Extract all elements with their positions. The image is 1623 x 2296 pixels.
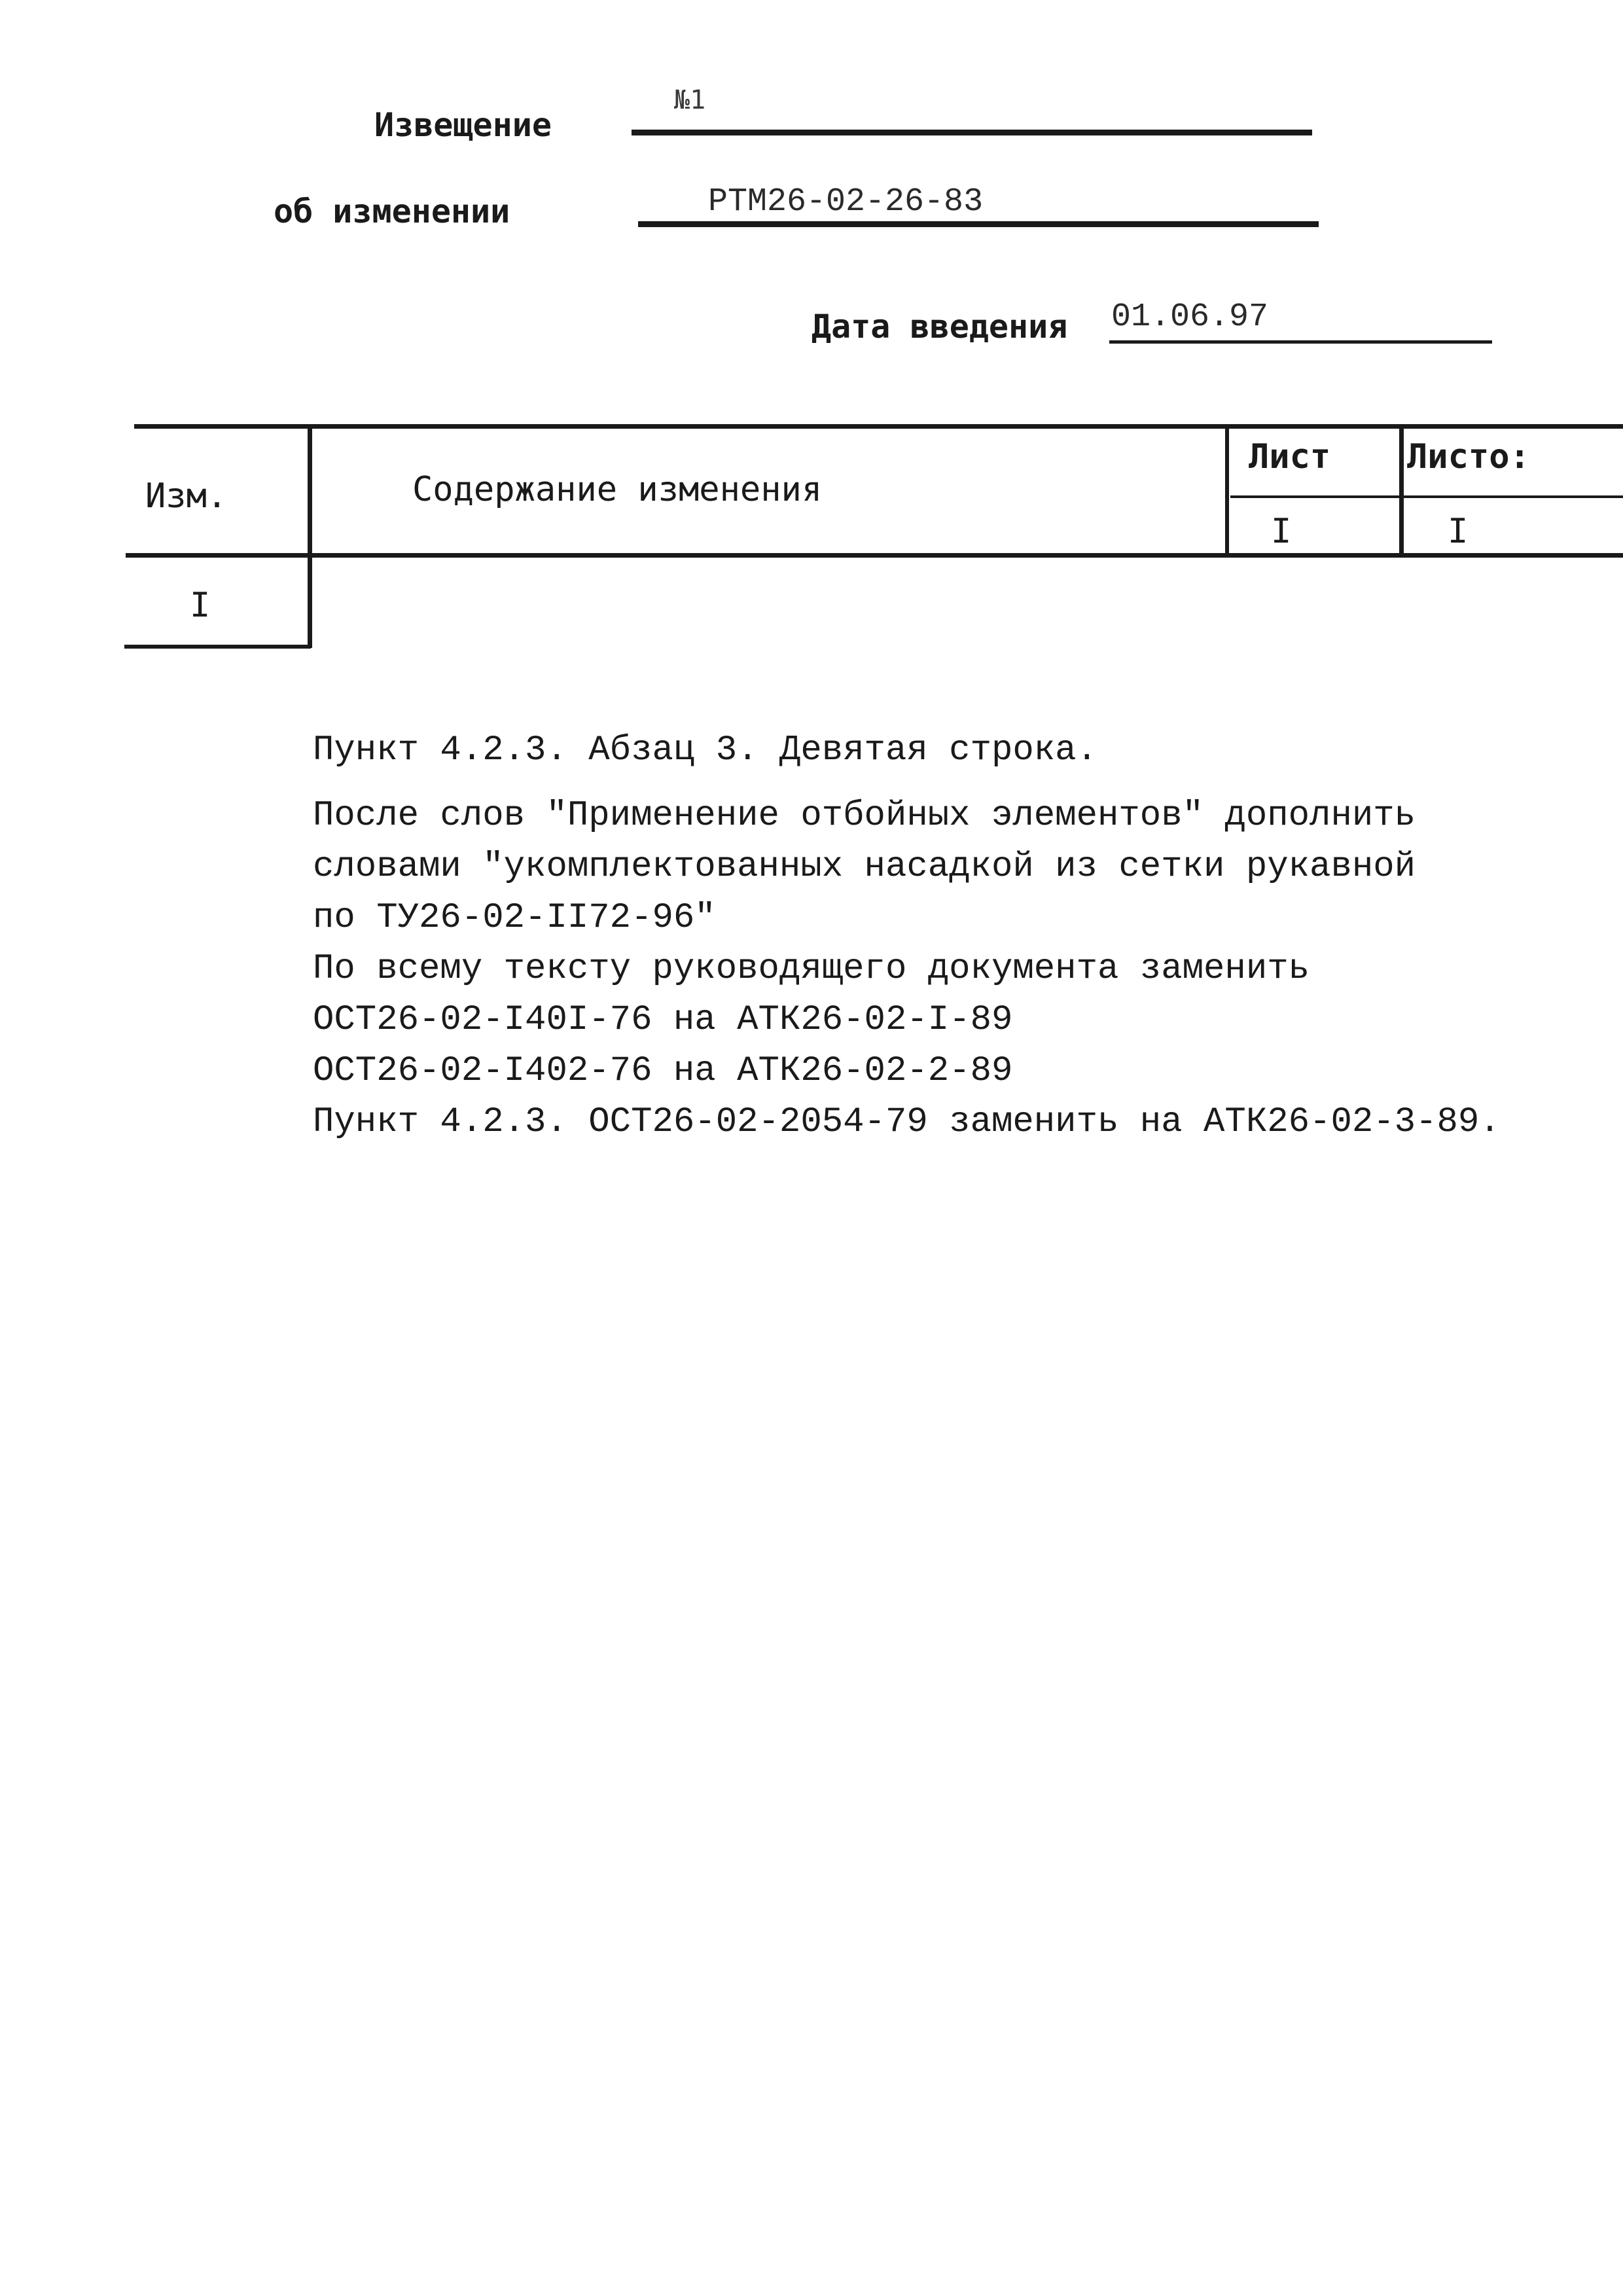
content-line: по ТУ26-02-II72-96" bbox=[313, 898, 716, 938]
document-code-underline bbox=[638, 221, 1319, 227]
header-sheets: Листо: bbox=[1407, 437, 1530, 476]
notice-label: Извещение bbox=[374, 106, 552, 144]
content-line: ОСТ26-02-I40I-76 на АТК26-02-I-89 bbox=[313, 1000, 1013, 1040]
date-value: 01.06.97 bbox=[1111, 298, 1269, 336]
date-label: Дата введения bbox=[812, 308, 1068, 346]
notice-number-underline bbox=[632, 130, 1312, 135]
row-change-no: I bbox=[190, 586, 211, 625]
content-line: Пункт 4.2.3. Абзац 3. Девятая строка. bbox=[313, 730, 1097, 770]
table-header-bottom-border bbox=[126, 553, 1623, 558]
column-divider-change-no bbox=[308, 425, 312, 648]
change-label: об изменении bbox=[274, 192, 510, 230]
notice-number: №1 bbox=[674, 85, 706, 115]
content-line: словами "укомплектованных насадкой из сетки рукавной bbox=[313, 847, 1416, 887]
content-line: ОСТ26-02-I402-76 на АТК26-02-2-89 bbox=[313, 1051, 1013, 1091]
document-code: РТМ26-02-26-83 bbox=[708, 183, 984, 221]
row-bottom-border bbox=[124, 645, 311, 649]
sheet-value: I bbox=[1271, 512, 1292, 551]
header-content: Содержание изменения bbox=[412, 470, 823, 509]
date-underline bbox=[1109, 340, 1492, 344]
content-line: После слов "Применение отбойных элементов" дополнить bbox=[313, 796, 1416, 836]
column-divider-sheet bbox=[1225, 425, 1229, 558]
column-divider-sheets bbox=[1399, 425, 1404, 558]
sheet-header-divider bbox=[1230, 495, 1623, 498]
content-line: По всему тексту руководящего документа заменить bbox=[313, 949, 1310, 989]
sheets-value: I bbox=[1448, 512, 1469, 551]
header-sheet: Лист bbox=[1249, 437, 1331, 476]
header-change-no: Изм. bbox=[145, 476, 228, 516]
content-line: Пункт 4.2.3. ОСТ26-02-2054-79 заменить на АТК26-02-3-89. bbox=[313, 1102, 1501, 1142]
